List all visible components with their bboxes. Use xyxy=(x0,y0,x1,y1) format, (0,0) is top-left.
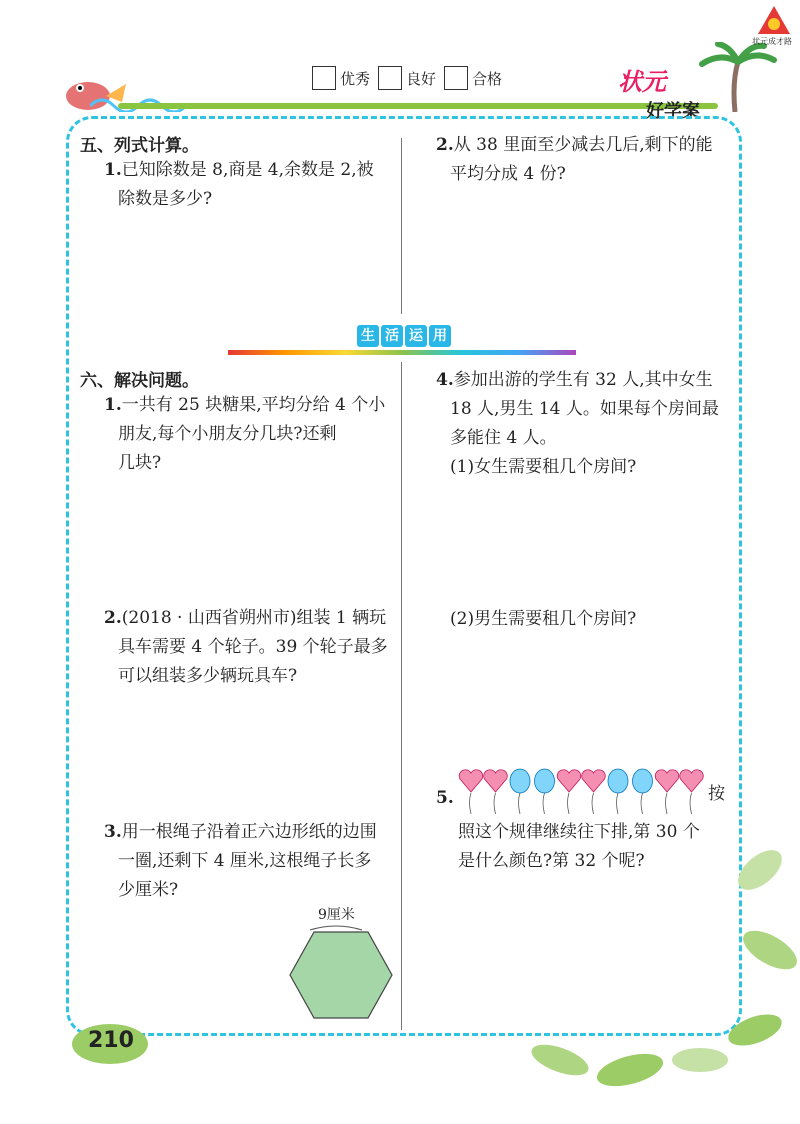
question-text: 除数是多少? xyxy=(118,189,213,209)
question-text: 用一根绳子沿着正六边形纸的边围 xyxy=(121,822,377,842)
question-number: 1. xyxy=(104,160,122,180)
subquestion-text: (1)女生需要租几个房间? xyxy=(450,457,637,477)
logo-big-text: 状元 xyxy=(618,68,666,96)
heart-balloon-5 xyxy=(557,770,581,814)
question-text: 几块? xyxy=(118,453,162,473)
banner-char: 用 xyxy=(429,325,451,347)
question-number: 2. xyxy=(104,608,122,628)
rainbow-line xyxy=(228,350,576,355)
round-balloon-3 xyxy=(510,769,530,814)
section5-question1 xyxy=(104,156,394,214)
hexagon-shape xyxy=(290,932,392,1018)
logo-small-text: 好学案 xyxy=(646,101,700,122)
section6-question4 xyxy=(436,366,736,482)
balloons-svg xyxy=(458,766,706,816)
banner-char: 生 xyxy=(357,325,379,347)
round-balloon-4 xyxy=(535,769,555,814)
publisher-name: 状元成才路 xyxy=(752,37,792,46)
question-text: 一共有 25 块糖果,平均分给 4 个小 xyxy=(121,395,386,415)
rating-pass[interactable] xyxy=(444,66,502,90)
heart-balloon-9 xyxy=(655,770,679,814)
checkbox-good[interactable] xyxy=(378,66,402,90)
hexagon-label: 9厘米 xyxy=(318,907,355,923)
checkbox-excellent[interactable] xyxy=(312,66,336,90)
question-text: 可以组装多少辆玩具车? xyxy=(118,666,298,686)
publisher-logo-icon xyxy=(756,4,792,36)
rating-label: 优秀 xyxy=(340,69,371,88)
question-text: 从 38 里面至少减去几后,剩下的能 xyxy=(453,135,713,155)
rating-boxes xyxy=(312,66,502,90)
heart-balloon-2 xyxy=(484,770,508,814)
banner-char: 运 xyxy=(405,325,427,347)
question-text: 是什么颜色?第 32 个呢? xyxy=(458,851,645,871)
question-text: 一圈,还剩下 4 厘米,这根绳子长多 xyxy=(118,851,372,871)
rating-excellent[interactable] xyxy=(312,66,370,90)
column-divider-bottom xyxy=(401,362,402,1030)
rating-good[interactable] xyxy=(378,66,436,90)
section5-question2 xyxy=(436,131,736,189)
round-balloon-8 xyxy=(633,769,653,814)
question-number: 2. xyxy=(436,135,454,155)
leaves-bottom-icon xyxy=(520,1030,740,1110)
section6-question2 xyxy=(104,604,396,691)
hexagon-figure xyxy=(286,920,396,1020)
banner-char: 活 xyxy=(381,325,403,347)
heart-balloon-1 xyxy=(459,770,483,814)
question-text: 已知除数是 8,商是 4,余数是 2,被 xyxy=(121,160,374,180)
question-text: 多能住 4 人。 xyxy=(450,428,557,448)
question-text: 平均分成 4 份? xyxy=(450,164,566,184)
question-text: 具车需要 4 个轮子。39 个轮子最多 xyxy=(118,637,388,657)
section6-title: 六、解决问题。 xyxy=(80,371,199,391)
balloon-row xyxy=(458,766,706,816)
question-text: (2018 · 山西省朔州市)组装 1 辆玩 xyxy=(121,608,387,628)
section5-title: 五、列式计算。 xyxy=(80,136,199,156)
palm-tree-icon xyxy=(690,42,780,112)
rating-label: 合格 xyxy=(472,69,503,88)
question-text: 照这个规律继续往下排,第 30 个 xyxy=(458,822,700,842)
section6-question3 xyxy=(104,818,396,905)
heart-balloon-6 xyxy=(582,770,606,814)
brace-mark xyxy=(310,926,362,930)
life-application-banner xyxy=(357,325,451,347)
waves-icon xyxy=(90,92,190,112)
section6-question5-number xyxy=(436,784,454,813)
question-text: 参加出游的学生有 32 人,其中女生 xyxy=(453,370,713,390)
question-text: 18 人,男生 14 人。如果每个房间最 xyxy=(450,399,719,419)
question-number: 5. xyxy=(436,788,454,808)
checkbox-pass[interactable] xyxy=(444,66,468,90)
heart-balloon-10 xyxy=(680,770,704,814)
hexagon-svg xyxy=(286,920,396,1020)
question-text: 朋友,每个小朋友分几块?还剩 xyxy=(118,424,337,444)
question-number: 4. xyxy=(436,370,454,390)
page-number: 210 xyxy=(88,1028,134,1053)
rating-label: 良好 xyxy=(406,69,437,88)
question5-after: 按 xyxy=(708,784,725,804)
question-number: 1. xyxy=(104,395,122,415)
section6-question1 xyxy=(104,391,396,478)
section6-question5 xyxy=(458,818,738,876)
question-text: 少厘米? xyxy=(118,880,179,900)
question-number: 3. xyxy=(104,822,122,842)
round-balloon-7 xyxy=(608,769,628,814)
column-divider-top xyxy=(401,138,402,314)
section6-question4-sub2: (2)男生需要租几个房间? xyxy=(450,609,637,629)
